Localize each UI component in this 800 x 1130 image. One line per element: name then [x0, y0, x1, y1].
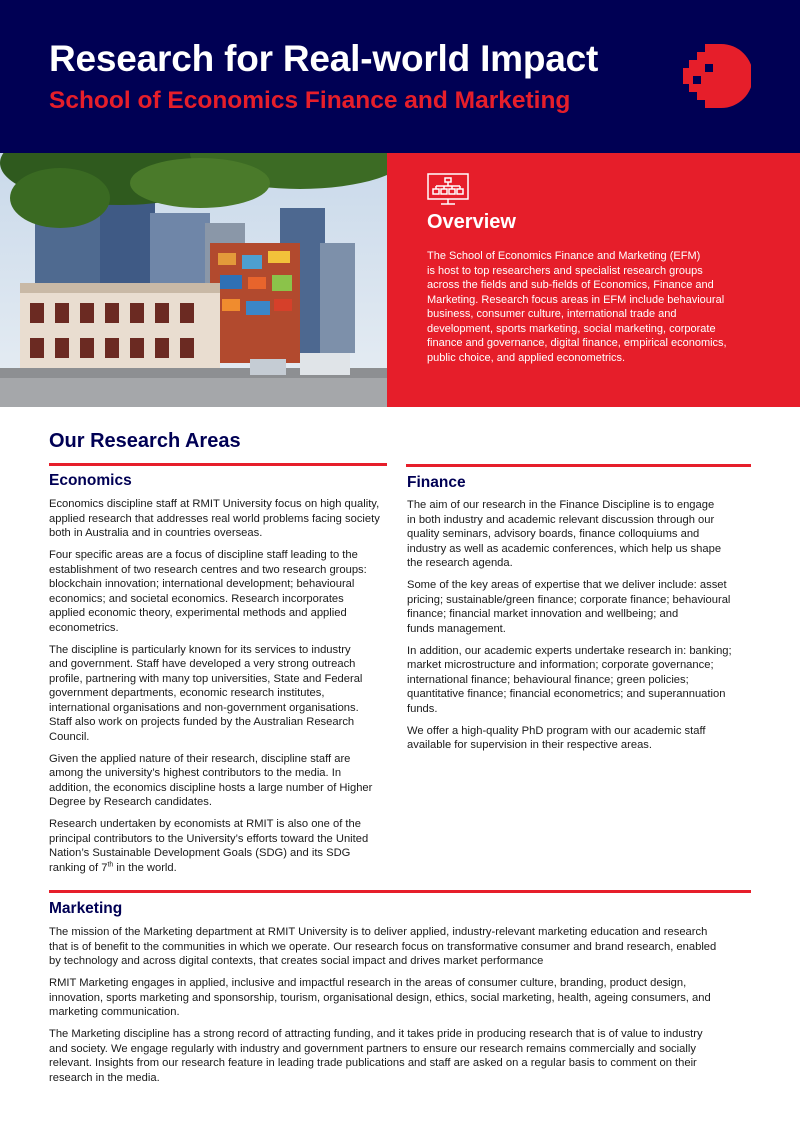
ordinal-suffix: th: [107, 860, 114, 868]
marketing-column: [49, 925, 769, 1085]
economics-column: [49, 497, 394, 875]
finance-paragraph: Some of the key areas of expertise that we deliver include: asset pricing; sustainable/green finance; corporate finance; behavioural finance; financial market innovation and wellbeing; and funds management.: [407, 579, 731, 635]
marketing-paragraph: The Marketing discipline has a strong record of attracting funding, and it takes pride in producing research that is of value to industry and society. We engage regularly with industry and government partners to ensure our research remains commercially and socially relevant. Insights from our research feature in leading trade publications and staff are asked on a regular basis to comment on their research in the media.: [49, 1028, 703, 1084]
sdg-text-end: in the world.: [113, 861, 177, 874]
overview-title: Overview: [427, 211, 516, 233]
marketing-divider: [49, 890, 751, 893]
overview-body: The School of Economics Finance and Marketing (EFM) is host to top researchers and specialist research groups across the fields and sub-fields of Economics, Finance and Marketing. Research focus areas in EFM include behavioural business, consumer culture, international trade and development, sports marketing, social marketing, corporate finance and governance, digital finance, empirical economics, public choice, and applied econometrics.: [427, 250, 727, 364]
marketing-paragraph: The mission of the Marketing department at RMIT University is to deliver applied, industry-relevant marketing education and research that is of benefit to the communities in which we operate. Our research focus on transformative consumer and brand research, enabled by technology and across digital contexts, that creates social impact and drives market performance: [49, 926, 717, 967]
finance-heading: Finance: [407, 474, 466, 491]
economics-heading: Economics: [49, 472, 132, 489]
economics-paragraph: Economics discipline staff at RMIT University focus on high quality, applied research that addresses real world problems facing society both in Australia and in countries overseas.: [49, 498, 380, 539]
finance-column: [407, 498, 757, 753]
finance-paragraph: We offer a high-quality PhD program with our academic staff available for supervision in their respective areas.: [407, 724, 706, 751]
economics-divider: [49, 463, 387, 466]
page-header: [0, 0, 800, 153]
economics-paragraph: Given the applied nature of their research, discipline staff are among the university’s highest contributors to the media. In addition, the economics discipline hosts a large number of Higher Degree by Research candidates.: [49, 752, 373, 808]
rmit-pixel-logo: [683, 44, 751, 108]
economics-paragraph: Four specific areas are a focus of discipline staff leading to the establishment of two research centres and two research groups: blockchain innovation; international development; behavioural economics; and societal economics. Research incorporates applied economic theory, experimental methods and applied econometrics.: [49, 549, 367, 634]
marketing-paragraph: RMIT Marketing engages in applied, inclusive and impactful research in the areas of consumer culture, branding, product design, innovation, sports marketing and sponsorship, tourism, organisational design, ethics, social marketing, health, ageing consumers, and marketing communication.: [49, 977, 711, 1018]
finance-divider: [406, 464, 751, 467]
page-title: Research for Real-world Impact: [49, 38, 599, 79]
overview-panel: [387, 153, 800, 407]
finance-paragraph: In addition, our academic experts undertake research in: banking; market microstructure and information; corporate governance; international finance; behavioural finance; green policies; quantitative finance; financial econometrics; and superannuation funds.: [407, 644, 732, 715]
campus-buildings-photo: [0, 153, 387, 407]
marketing-heading: Marketing: [49, 900, 123, 917]
org-chart-monitor-icon: [427, 173, 469, 205]
research-areas-title: Our Research Areas: [49, 430, 241, 452]
finance-paragraph: The aim of our research in the Finance Discipline is to engage in both industry and academic relevant discussion through our quality seminars, advisory boards, finance colloquiums and industry as well as academic conferences, which help us shape the research agenda.: [407, 499, 722, 569]
economics-paragraph: The discipline is particularly known for its services to industry and government. Staff have developed a very strong outreach profile, partnering with many top universities, State and Federal government departments, economic research institutes, international organisations and non-government organisations. Staff also work on projects funded by the Australian Research Council.: [49, 643, 363, 743]
page-subtitle: School of Economics Finance and Marketing: [49, 87, 571, 114]
economics-paragraph-sdg: [49, 817, 394, 875]
sdg-text: Research undertaken by economists at RMIT is also one of the principal contributors to the University’s efforts toward the United Nation’s Sustainable Development Goals (SDG) and its SDG ranking of 7: [49, 818, 369, 874]
